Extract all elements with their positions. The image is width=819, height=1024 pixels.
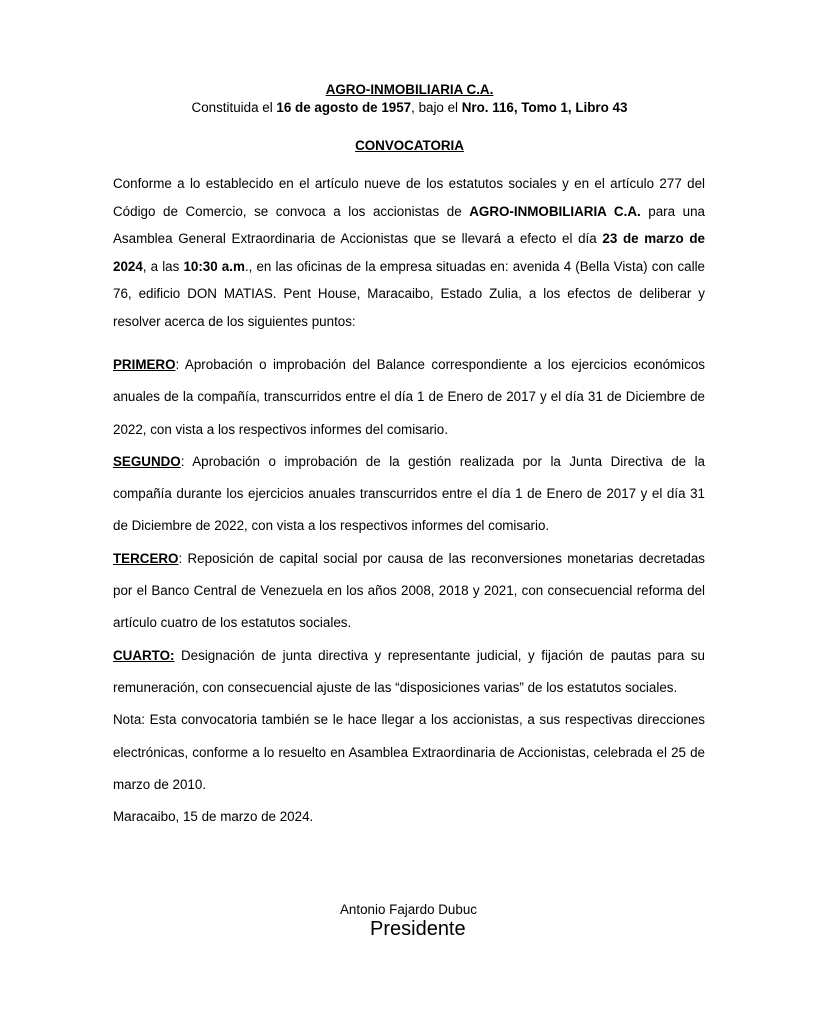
signatory-role: Presidente (370, 918, 466, 940)
agenda-separator: : (175, 357, 185, 372)
agenda-list (113, 349, 705, 833)
agenda-text: Aprobación o improbación del Balance correspondiente a los ejercicios económicos anuales de la compañía, transcurridos entre el día 1 de Enero de 2017 y el día 31 de Diciembre de 2022, con vista a los respectivos informes del comisario. (113, 357, 705, 437)
agenda-item-segundo (113, 446, 705, 543)
agenda-item-primero (113, 349, 705, 446)
agenda-label: PRIMERO (113, 357, 176, 372)
document-title: CONVOCATORIA (355, 138, 464, 153)
constitution-prefix: Constituida el (191, 100, 277, 115)
signatory-name: Antonio Fajardo Dubuc (340, 902, 477, 917)
constitution-registry: Nro. 116, Tomo 1, Libro 43 (461, 100, 628, 115)
agenda-label: CUARTO: (113, 647, 175, 663)
intro-text-4: ., en las oficinas de la empresa situadas en: avenida 4 (Bella Vista) con calle 76, edificio DON MATIAS. Pent House, Maracaibo, Estado Zulia, a los efectos de deliberar y resolver acerca de los siguientes puntos: (113, 258, 705, 329)
agenda-item-cuarto (113, 640, 705, 705)
agenda-label: TERCERO (113, 550, 179, 566)
agenda-item-tercero (113, 543, 705, 640)
constitution-mid: , bajo el (411, 100, 462, 115)
meeting-date: 23 de marzo de 2024 (113, 231, 705, 274)
place-date-line: Maracaibo, 15 de marzo de 2024. (113, 809, 314, 825)
company-name-heading: AGRO-INMOBILIARIA C.A. (325, 82, 494, 97)
agenda-label: SEGUNDO (113, 453, 181, 469)
intro-text-1: Conforme a lo establecido en el artículo nueve de los estatutos sociales y en el artículo 277 del Código de Comercio, se convoca a los accionistas de (113, 176, 705, 219)
agenda-text: Designación de junta directiva y representante judicial, y fijación de pautas para su remuneración, con consecuencial ajuste de las “disposiciones varias” de los estatutos sociales. (113, 647, 705, 695)
constitution-date: 16 de agosto de 1957 (276, 100, 412, 115)
agenda-text: Aprobación o improbación de la gestión realizada por la Junta Directiva de la compañía durante los ejercicios anuales transcurridos entre el día 1 de Enero de 2017 y el día 31 de Diciembre de 2022, con vista a los respectivos informes del comisario. (113, 453, 705, 534)
intro-company: AGRO-INMOBILIARIA C.A. (469, 203, 641, 219)
agenda-separator: : (180, 453, 193, 469)
intro-paragraph (113, 170, 705, 336)
agenda-text: Reposición de capital social por causa de las reconversiones monetarias decretadas por el Banco Central de Venezuela en los años 2008, 2018 y 2021, con consecuencial reforma del artículo cuatro de los estatutos sociales. (113, 550, 705, 631)
nota-paragraph: Nota: Esta convocatoria también se le hace llegar a los accionistas, a sus respectivas direcciones electrónicas, conforme a lo resuelto en Asamblea Extraordinaria de Accionistas, celebrada el 25 de marzo de 2010. (113, 712, 705, 792)
meeting-time: 10:30 a.m (183, 258, 245, 274)
agenda-separator: : (178, 550, 188, 566)
intro-text-3: , a las (142, 258, 184, 274)
constitution-line (0, 100, 819, 115)
intro-text-2: para una Asamblea General Extraordinaria de Accionistas que se llevará a efecto el día (113, 203, 706, 247)
